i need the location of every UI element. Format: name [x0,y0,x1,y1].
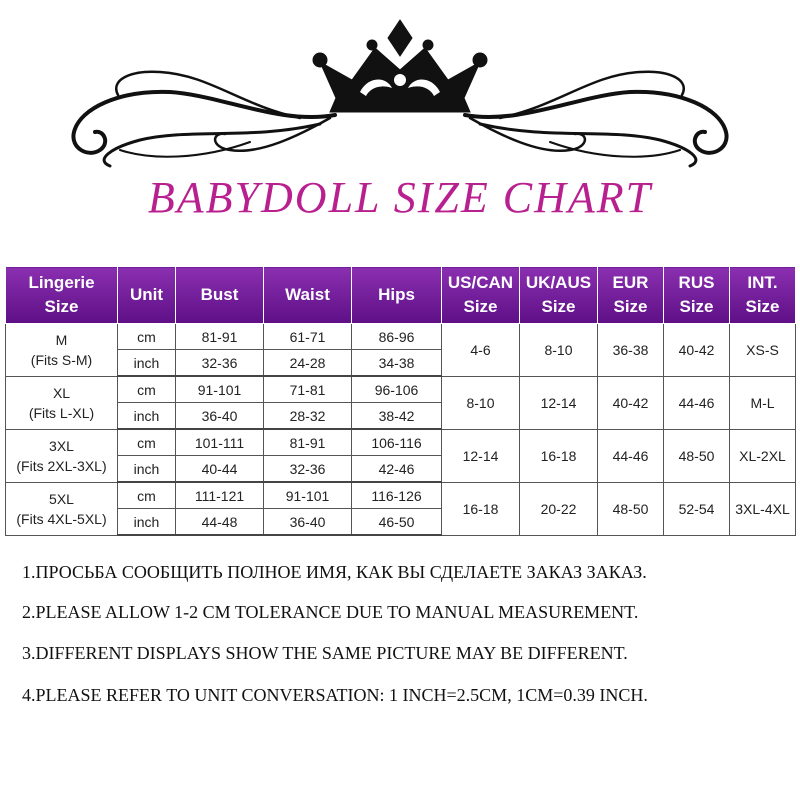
us-size-cell: 4-6 [442,324,520,377]
hips-cell: 116-126 [352,482,442,509]
us-size-cell: 8-10 [442,376,520,429]
eur-size-cell: 48-50 [598,482,664,535]
bust-cell: 32-36 [176,350,264,377]
header-waist: Waist [264,267,352,324]
hips-cell: 38-42 [352,403,442,430]
crown-icon [313,20,487,112]
bust-cell: 81-91 [176,324,264,350]
unit-cell: inch [118,350,176,377]
bust-cell: 91-101 [176,376,264,403]
hips-cell: 86-96 [352,324,442,350]
hips-cell: 96-106 [352,376,442,403]
int-size-cell: 3XL-4XL [730,482,796,535]
uk-size-cell: 8-10 [520,324,598,377]
table-row [6,324,796,350]
waist-cell: 61-71 [264,324,352,350]
header-rus-size: RUS Size [664,267,730,324]
crown-flourish-logo [0,0,800,180]
bust-cell: 40-44 [176,456,264,483]
hips-cell: 34-38 [352,350,442,377]
unit-cell: inch [118,403,176,430]
header-hips: Hips [352,267,442,324]
hips-cell: 46-50 [352,509,442,536]
uk-size-cell: 20-22 [520,482,598,535]
rus-size-cell: 48-50 [664,429,730,482]
header-row [6,267,796,324]
unit-cell: inch [118,456,176,483]
header-us-size: US/CAN Size [442,267,520,324]
unit-cell: cm [118,324,176,350]
eur-size-cell: 44-46 [598,429,664,482]
size-label-cell: XL (Fits L-XL) [6,376,118,429]
unit-cell: cm [118,482,176,509]
waist-cell: 81-91 [264,429,352,456]
bust-cell: 111-121 [176,482,264,509]
unit-cell: cm [118,376,176,403]
table-row [6,376,796,403]
rus-size-cell: 44-46 [664,376,730,429]
waist-cell: 36-40 [264,509,352,536]
size-label-cell: 5XL (Fits 4XL-5XL) [6,482,118,535]
rus-size-cell: 52-54 [664,482,730,535]
header-size: Lingerie Size [6,267,118,324]
hips-cell: 42-46 [352,456,442,483]
waist-cell: 71-81 [264,376,352,403]
header-uk-size: UK/AUS Size [520,267,598,324]
us-size-cell: 12-14 [442,429,520,482]
int-size-cell: XS-S [730,324,796,377]
bust-cell: 36-40 [176,403,264,430]
size-table [5,266,796,536]
waist-cell: 24-28 [264,350,352,377]
note-unit-conversion: 4.PLEASE REFER TO UNIT CONVERSATION: 1 INCH=2.5CM, 1CM=0.39 INCH. [22,685,648,705]
eur-size-cell: 36-38 [598,324,664,377]
uk-size-cell: 16-18 [520,429,598,482]
rus-size-cell: 40-42 [664,324,730,377]
header-int-size: INT. Size [730,267,796,324]
table-row [6,429,796,456]
header-bust: Bust [176,267,264,324]
int-size-cell: M-L [730,376,796,429]
header-eur-size: EUR Size [598,267,664,324]
uk-size-cell: 12-14 [520,376,598,429]
table-row [6,482,796,509]
eur-size-cell: 40-42 [598,376,664,429]
bust-cell: 101-111 [176,429,264,456]
waist-cell: 28-32 [264,403,352,430]
size-label-cell: 3XL (Fits 2XL-3XL) [6,429,118,482]
note-displays: 3.DIFFERENT DISPLAYS SHOW THE SAME PICTURE MAY BE DIFFERENT. [22,643,628,663]
int-size-cell: XL-2XL [730,429,796,482]
note-contact-name: 1.ПРОСЬБА СООБЩИТЬ ПОЛНОЕ ИМЯ, КАК ВЫ СДЕЛАЕТЕ ЗАКАЗ ЗАКАЗ. [22,562,647,582]
bust-cell: 44-48 [176,509,264,536]
chart-title: BABYDOLL SIZE CHART [147,173,653,222]
header-unit: Unit [118,267,176,324]
waist-cell: 32-36 [264,456,352,483]
note-tolerance: 2.PLEASE ALLOW 1-2 CM TOLERANCE DUE TO MANUAL MEASUREMENT. [22,602,639,622]
hips-cell: 106-116 [352,429,442,456]
size-label-cell: M (Fits S-M) [6,324,118,377]
waist-cell: 91-101 [264,482,352,509]
unit-cell: inch [118,509,176,536]
us-size-cell: 16-18 [442,482,520,535]
unit-cell: cm [118,429,176,456]
